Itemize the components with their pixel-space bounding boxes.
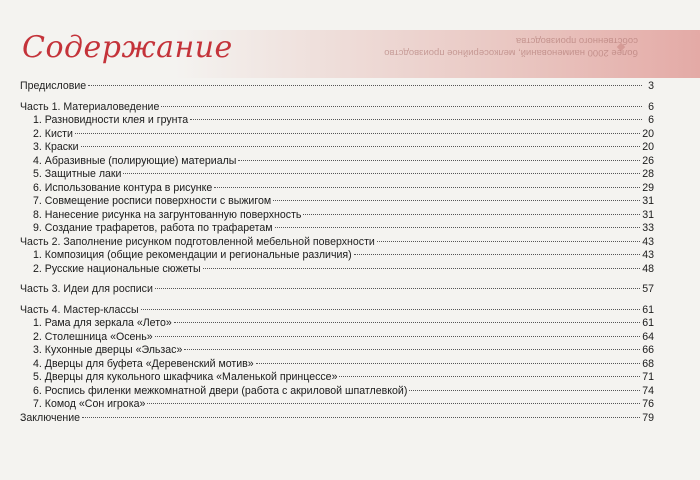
toc-entry-label: Заключение — [20, 411, 81, 424]
toc-page-number: 6 — [648, 114, 654, 126]
toc-page-number: 43 — [642, 249, 654, 261]
toc-page-number: 79 — [642, 411, 654, 424]
dot-leader — [203, 268, 641, 269]
toc-entry-label: 2. Столешница «Осень» — [33, 330, 153, 343]
toc-subentry[interactable] — [20, 209, 654, 223]
toc-subentry[interactable] — [20, 168, 654, 182]
toc-entry-label: Часть 1. Материаловедение — [20, 100, 160, 113]
section-gap — [20, 94, 654, 101]
toc-subentry[interactable] — [20, 222, 654, 236]
toc-page-number: 61 — [642, 317, 654, 329]
toc-entry[interactable] — [20, 412, 654, 426]
toc-entry[interactable] — [20, 236, 654, 250]
toc-page-number: 43 — [642, 235, 654, 248]
toc-entry-label: 9. Создание трафаретов, работа по трафаретам — [33, 222, 273, 234]
dot-leader — [339, 376, 640, 377]
toc-subentry[interactable] — [20, 331, 654, 345]
toc-entry-label: 1. Композиция (общие рекомендации и региональные различия) — [33, 249, 352, 261]
dot-leader — [141, 309, 641, 310]
toc-subentry[interactable] — [20, 371, 654, 385]
dot-leader — [75, 133, 640, 134]
toc-subentry[interactable] — [20, 114, 654, 128]
toc-entry-label: Часть 2. Заполнение рисунком подготовленной мебельной поверхности — [20, 235, 375, 248]
dot-leader — [273, 200, 640, 201]
toc-page-number: 66 — [642, 344, 654, 356]
toc-entry-label: Часть 4. Мастер-классы — [20, 303, 139, 316]
dot-leader — [88, 85, 642, 86]
dot-leader — [81, 146, 641, 147]
toc-entry-label: 4. Дверцы для буфета «Деревенский мотив» — [33, 357, 254, 370]
dot-leader — [123, 173, 640, 174]
toc-subentry[interactable] — [20, 398, 654, 412]
toc-page-number: 61 — [642, 303, 654, 316]
toc-page-number: 31 — [642, 208, 654, 221]
toc-subentry[interactable] — [20, 317, 654, 331]
toc-subentry[interactable] — [20, 263, 654, 277]
toc-page-number: 71 — [642, 371, 654, 383]
toc-entry[interactable] — [20, 101, 654, 115]
toc-page-number: 68 — [642, 357, 654, 370]
table-of-contents — [20, 80, 654, 425]
toc-subentry[interactable] — [20, 182, 654, 196]
toc-subentry[interactable] — [20, 249, 654, 263]
toc-entry-label: 8. Нанесение рисунка на загрунтованную поверхность — [33, 208, 302, 221]
toc-page-number: 64 — [642, 330, 654, 343]
toc-entry-label: 1. Рама для зеркала «Лето» — [33, 317, 172, 329]
toc-entry-label: 3. Кухонные дверцы «Эльзас» — [33, 344, 183, 356]
toc-entry-label: 5. Дверцы для кукольного шкафчика «Маленькой принцессе» — [33, 371, 338, 383]
dot-leader — [82, 417, 640, 418]
dot-leader — [238, 160, 640, 161]
toc-page-number: 3 — [648, 80, 654, 92]
toc-entry-label: Часть 3. Идеи для росписи — [20, 283, 153, 295]
toc-page-number: 48 — [642, 262, 654, 275]
toc-subentry[interactable] — [20, 195, 654, 209]
toc-entry[interactable] — [20, 283, 654, 297]
section-gap — [20, 276, 654, 283]
toc-page-number: 33 — [642, 222, 654, 234]
toc-page-number: 20 — [642, 127, 654, 140]
toc-entry-label: 2. Русские национальные сюжеты — [33, 262, 201, 275]
toc-subentry[interactable] — [20, 385, 654, 399]
toc-page-number: 57 — [642, 283, 654, 295]
dot-leader — [214, 187, 640, 188]
toc-subentry[interactable] — [20, 141, 654, 155]
dot-leader — [155, 336, 641, 337]
dot-leader — [377, 241, 640, 242]
dot-leader — [174, 322, 640, 323]
toc-entry-label: 1. Разновидности клея и грунта — [33, 114, 189, 126]
toc-entry-label: 3. Краски — [33, 141, 79, 153]
dot-leader — [256, 363, 641, 364]
toc-page-number: 76 — [642, 398, 654, 410]
toc-entry-label: 7. Совмещение росписи поверхности с выжигом — [33, 195, 272, 207]
toc-page-number: 31 — [642, 195, 654, 207]
toc-entry-label: 4. Абразивные (полирующие) материалы — [33, 154, 237, 167]
bleed-through-text: более 2000 наименований, мелкосерийное производство собственного производства — [384, 35, 638, 58]
toc-entry-label: Предисловие — [20, 80, 87, 92]
dot-leader — [354, 254, 641, 255]
toc-entry[interactable] — [20, 304, 654, 318]
toc-entry-label: 5. Защитные лаки — [33, 168, 122, 180]
toc-subentry[interactable] — [20, 358, 654, 372]
toc-subentry[interactable] — [20, 128, 654, 142]
toc-subentry[interactable] — [20, 344, 654, 358]
toc-page-number: 20 — [642, 141, 654, 153]
toc-page-number: 28 — [642, 168, 654, 180]
dot-leader — [147, 403, 640, 404]
page-title: Содержание — [22, 30, 233, 65]
dot-leader — [409, 390, 640, 391]
dot-leader — [275, 227, 641, 228]
toc-page-number: 6 — [648, 100, 654, 113]
dot-leader — [190, 119, 642, 120]
toc-entry-label: 2. Кисти — [33, 127, 73, 140]
toc-entry[interactable] — [20, 80, 654, 94]
toc-entry-label: 6. Использование контура в рисунке — [33, 181, 213, 194]
dot-leader — [184, 349, 640, 350]
section-gap — [20, 297, 654, 304]
dot-leader — [155, 288, 640, 289]
toc-page-number: 74 — [642, 384, 654, 397]
toc-page-number: 26 — [642, 154, 654, 167]
toc-entry-label: 7. Комод «Сон игрока» — [33, 398, 146, 410]
toc-page-number: 29 — [642, 181, 654, 194]
toc-subentry[interactable] — [20, 155, 654, 169]
dot-leader — [161, 106, 642, 107]
dot-leader — [303, 214, 640, 215]
toc-entry-label: 6. Роспись филенки межкомнатной двери (работа с акриловой шпатлевкой) — [33, 384, 408, 397]
